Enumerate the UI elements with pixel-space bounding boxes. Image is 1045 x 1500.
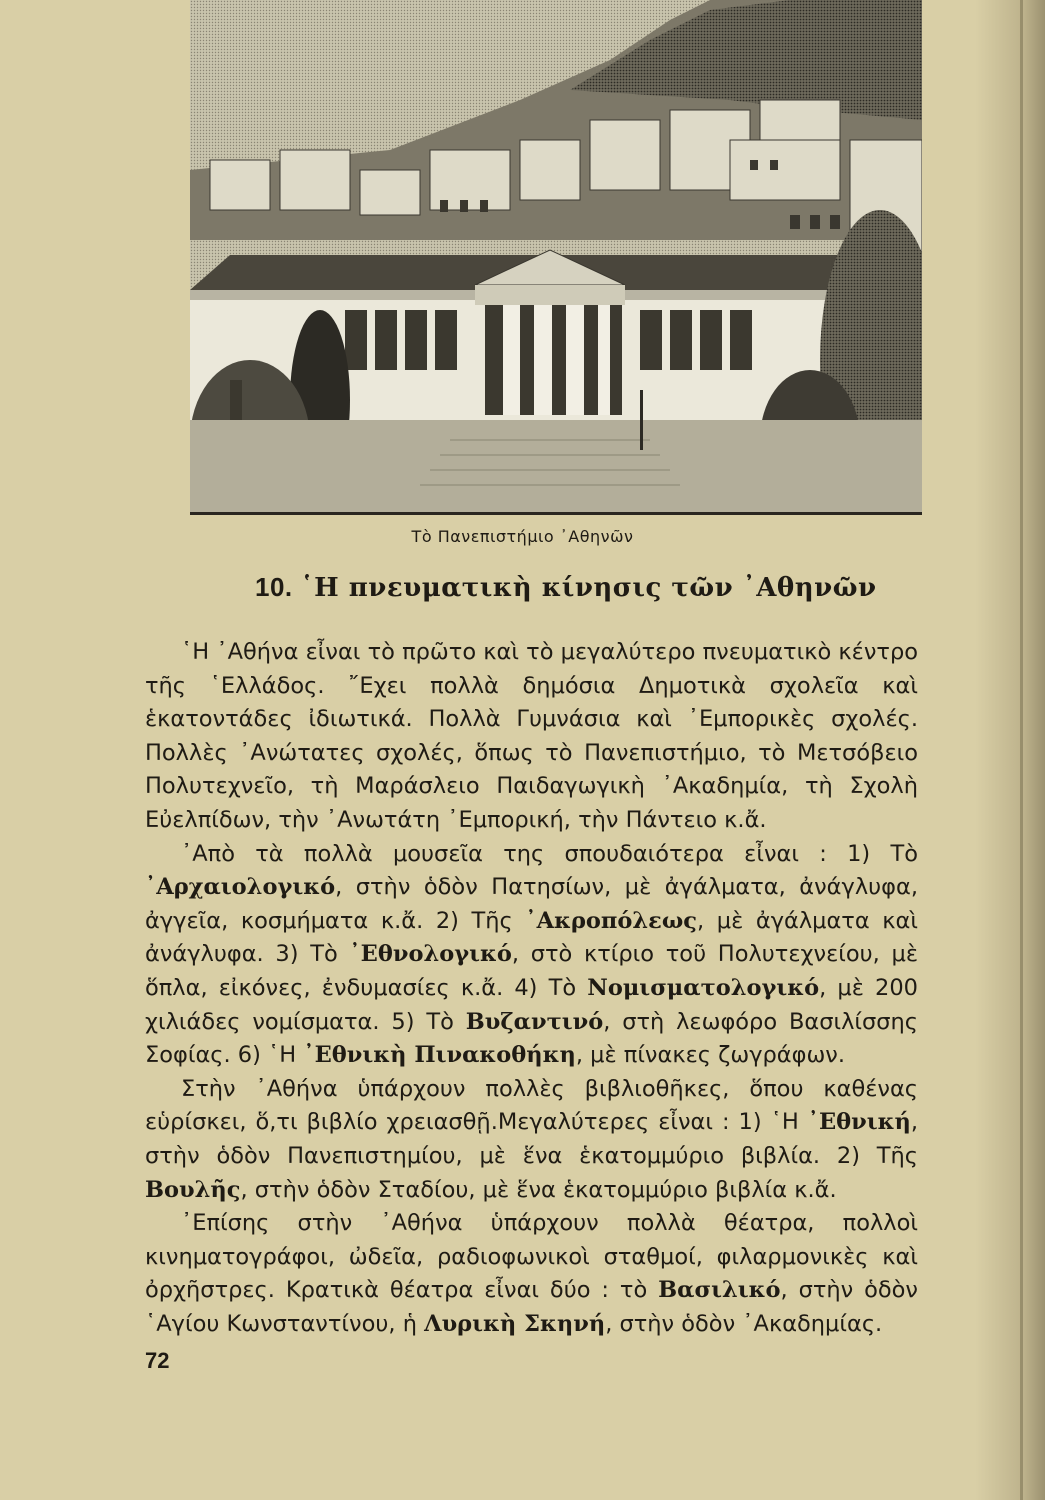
page-number: 72: [145, 1348, 170, 1373]
text-run: , στὴν ὁδὸν Πατησίων, μὲ ἀγάλματα, ἀνάγλυφα, ἀγγεῖα, κοσμήματα κ.ἄ. 2) Τῆς: [145, 874, 918, 934]
university-photo: [190, 0, 922, 515]
text-run: , μὲ ἀγάλματα καὶ ἀνάγλυφα. 3) Τὸ: [145, 907, 918, 968]
bold-term: Βουλῆς: [145, 1176, 241, 1203]
photo-caption: Τὸ Πανεπιστήμιο ᾿Αθηνῶν: [411, 527, 634, 546]
paragraph-1: [145, 636, 918, 838]
paragraph-4: [145, 1207, 918, 1341]
bold-term: ᾿Εθνικὴ Πινακοθήκη: [303, 1042, 576, 1069]
page-edge: [1020, 0, 1023, 1500]
bold-term: Λυρικὴ Σκηνή: [424, 1310, 606, 1337]
bold-term: Βασιλικό: [658, 1277, 781, 1304]
paragraph-3: [145, 1073, 918, 1207]
text-run: , στὴν ὁδὸν Πανεπιστημίου, μὲ ἕνα ἑκατομμύριο βιβλία. 2) Τῆς: [145, 1109, 918, 1169]
text-run: , στὸ κτίριο τοῦ Πολυτεχνείου, μὲ ὅπλα, εἰκόνες, ἐνδυμασίες κ.ἄ. 4) Τὸ: [145, 941, 918, 1001]
body-text: [145, 636, 918, 1341]
text-run: , στὴν ὁδὸν ῾Αγίου Κωνσταντίνου, ἡ: [145, 1277, 918, 1337]
bold-term: ᾿Εθνική: [807, 1109, 911, 1136]
text-run: ᾿Επίσης στὴν ᾿Αθήνα ὑπάρχουν πολλὰ θέατρα, πολλοὶ κινηματογράφοι, ὠδεῖα, ραδιοφωνικοὶ σταθμοί, φιλαρμονικὲς καὶ ὀρχῆστρες. Κρατικὰ θέατρα εἶναι δύο : τὸ: [145, 1210, 918, 1304]
text-run: , μὲ πίνακες ζωγράφων.: [575, 1042, 846, 1069]
text-run: , στὴ λεωφόρο Βασιλίσσης Σοφίας. 6) ῾Η: [145, 1008, 918, 1069]
bold-term: Νομισματολογικό: [587, 974, 820, 1001]
text-run: ᾿Απὸ τὰ πολλὰ μουσεῖα της σπουδαιότερα εἶναι : 1) Τὸ: [181, 840, 918, 867]
bold-term: ᾿Εθνολογικό: [349, 941, 512, 968]
section-title: ῾Η πνευματικὴ κίνησις τῶν ᾿Αθηνῶν: [300, 573, 877, 603]
paragraph-2: [145, 838, 918, 1073]
text-run: Στὴν ᾿Αθήνα ὑπάρχουν πολλὲς βιβλιοθῆκες, ὅπου καθένας εὑρίσκει, ὅ,τι βιβλίο χρειασθῇ.Μεγαλύτερες εἶναι : 1) ῾Η: [145, 1075, 918, 1136]
text-run: ῾Η ᾿Αθήνα εἶναι τὸ πρῶτο καὶ τὸ μεγαλύτερο πνευματικὸ κέντρο τῆς ῾Ελλάδος. ῎Εχει πολλὰ δημόσια Δημοτικὰ σχολεῖα καὶ ἑκατοντάδες ἰδιωτικά. Πολλὰ Γυμνάσια καὶ ᾿Εμπορικὲς σχολές. Πολλὲς ᾿Ανώτατες σχολές, ὅπως τὸ Πανεπιστήμιο, τὸ Μετσόβειο Πολυτεχνεῖο, τὴ Μαράσλειο Παιδαγωγικὴ ᾿Ακαδημία, τὴ Σχολὴ Εὐελπίδων, τὴν ᾿Ανωτάτη ᾿Εμπορική, τὴν Πάντειο κ.ἄ.: [145, 639, 918, 833]
text-run: , στὴν ὁδὸν ᾿Ακαδημίας.: [605, 1310, 883, 1337]
bold-term: Βυζαντινό: [465, 1008, 604, 1035]
section-heading: [255, 572, 877, 603]
section-number: 10.: [255, 572, 293, 602]
text-run: , μὲ 200 χιλιάδες νομίσματα. 5) Τὸ: [145, 974, 918, 1035]
bold-term: ᾿Ακροπόλεως: [525, 907, 697, 934]
text-run: , στὴν ὁδὸν Σταδίου, μὲ ἕνα ἑκατομμύριο βιβλία κ.ἄ.: [240, 1176, 837, 1203]
page-shadow: [975, 0, 1045, 1500]
photo-university-building-icon: [190, 0, 922, 512]
bold-term: ᾿Αρχαιολογικό: [145, 874, 336, 901]
